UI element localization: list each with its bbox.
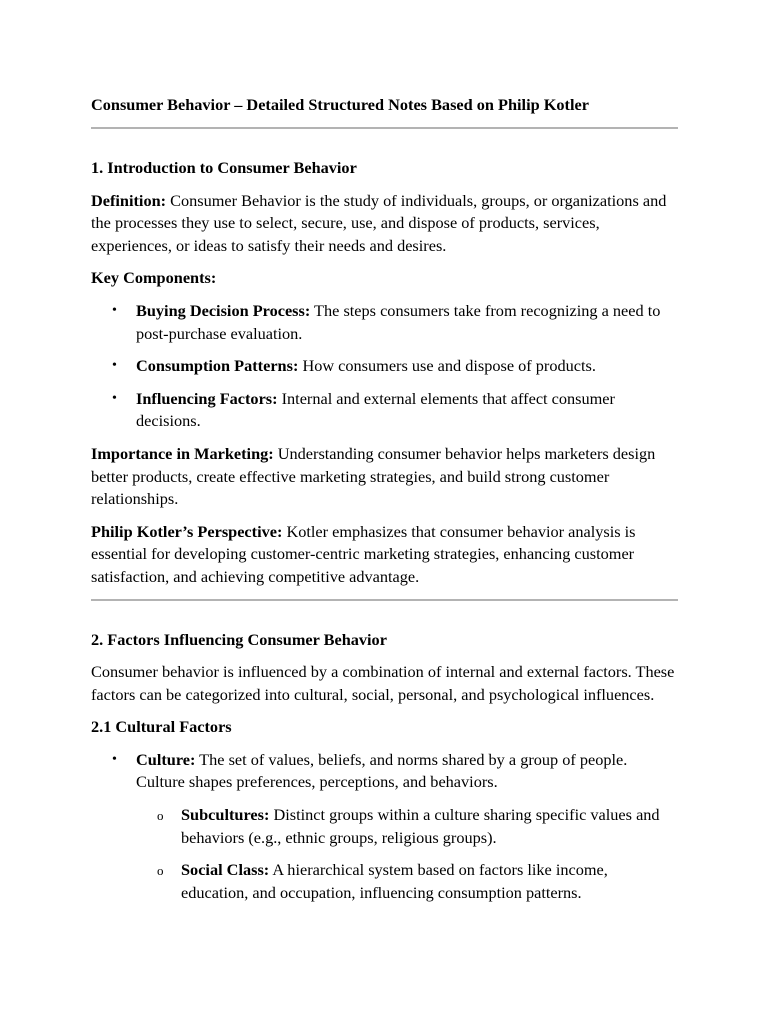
key-components-list [91,300,678,433]
document-title: Consumer Behavior – Detailed Structured Notes Based on Philip Kotler [91,95,589,114]
horizontal-rule [91,127,678,129]
cultural-factors-list [91,749,678,794]
section-heading-introduction: 1. Introduction to Consumer Behavior [91,158,357,177]
factors-intro-paragraph: Consumer behavior is influenced by a combination of internal and external factors. These factors can be categorized into cultural, social, personal, and psychological influences. [91,662,675,704]
sub-bullet-marker: o [157,863,164,879]
bullet-marker: • [112,751,117,767]
kotler-perspective-paragraph [91,521,678,589]
sub-bullet-label: Social Class: [181,860,270,880]
key-components-label: Key Components: [91,268,217,288]
sub-bullet-label: Subcultures: [181,805,270,825]
definition-paragraph [91,190,678,258]
list-item [91,388,678,433]
bullet-text: How consumers use and dispose of products. [298,356,596,376]
importance-paragraph [91,443,678,511]
kotler-perspective-label: Philip Kotler’s Perspective: [91,521,283,541]
list-item [91,749,678,794]
horizontal-rule [91,599,678,601]
bullet-label: Consumption Patterns: [136,356,299,376]
definition-text: Consumer Behavior is the study of individuals, groups, or organizations and the processes they use to select, secure, use, and dispose of products, services, experiences, or ideas to satisfy their needs and desires. [91,190,667,255]
list-item [91,300,678,345]
bullet-label: Influencing Factors: [136,388,278,408]
bullet-text: The steps consumers take from recognizing a need to post-purchase evaluation. [136,300,661,343]
importance-label: Importance in Marketing: [91,443,274,463]
bullet-marker: • [112,302,117,318]
bullet-text: The set of values, beliefs, and norms shared by a group of people. Culture shapes preferences, perceptions, and behaviors. [136,749,628,792]
bullet-marker: • [112,358,117,374]
subsection-heading-cultural-factors: 2.1 Cultural Factors [91,717,232,737]
importance-text: Understanding consumer behavior helps marketers design better products, create effective marketing strategies, and build strong customer relationships. [91,443,656,509]
section-heading-factors: 2. Factors Influencing Consumer Behavior [91,629,387,649]
bullet-marker: • [112,390,117,406]
list-item [91,355,678,378]
bullet-label: Culture: [136,749,196,769]
definition-label: Definition: [91,190,167,210]
kotler-perspective-text: Kotler emphasizes that consumer behavior analysis is essential for developing customer-centric marketing strategies, enhancing customer satisfaction, and achieving competitive advantage. [91,521,636,586]
bullet-label: Buying Decision Process: [136,300,311,320]
sub-list-item [91,804,678,849]
sub-bullet-text: A hierarchical system based on factors like income, education, and occupation, influencing consumption patterns. [181,860,608,902]
sub-bullet-marker: o [157,808,164,824]
culture-sub-list [91,804,678,904]
sub-bullet-text: Distinct groups within a culture sharing specific values and behaviors (e.g., ethnic groups, religious groups). [181,805,660,847]
bullet-text: Internal and external elements that affect consumer decisions. [136,388,615,431]
sub-list-item [91,859,678,904]
